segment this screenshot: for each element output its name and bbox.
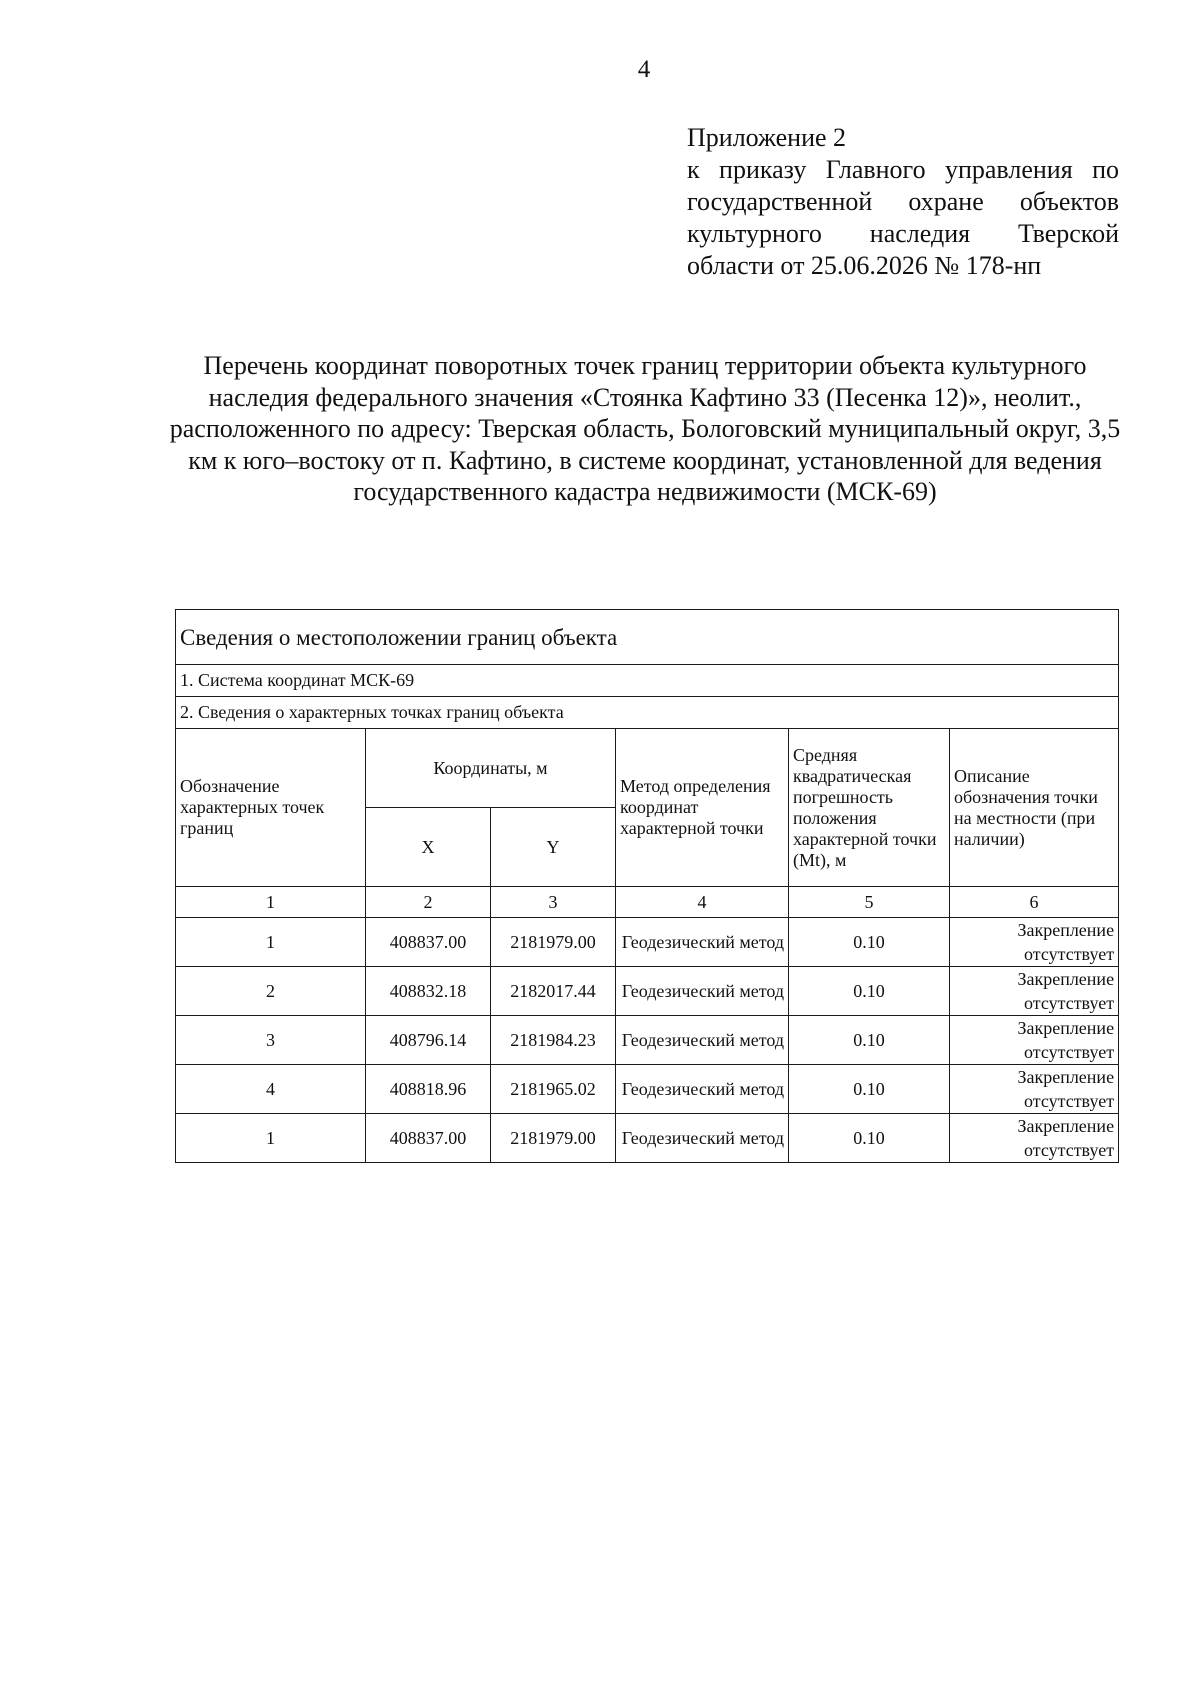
- appendix-title: Приложение 2: [687, 123, 847, 152]
- point-error: 0.10: [789, 967, 950, 1016]
- point-error: 0.10: [789, 1114, 950, 1163]
- appendix-block: [687, 122, 1119, 282]
- point-id: 2: [176, 967, 366, 1016]
- table-section-row: [176, 610, 1119, 665]
- point-id: 3: [176, 1016, 366, 1065]
- table-row: [176, 1065, 1119, 1114]
- point-y: 2182017.44: [491, 967, 616, 1016]
- table-coord-system-row: [176, 665, 1119, 697]
- table-header-row: [176, 729, 1119, 808]
- point-y: 2181984.23: [491, 1016, 616, 1065]
- header-point-id: Обозначение характерных точек границ: [176, 729, 366, 887]
- point-description: Закрепление отсутствует: [950, 918, 1119, 967]
- table-row: [176, 1016, 1119, 1065]
- table-row: [176, 918, 1119, 967]
- header-y: Y: [491, 808, 616, 887]
- point-id: 1: [176, 918, 366, 967]
- points-title: 2. Сведения о характерных точках границ объекта: [176, 697, 1119, 729]
- document-title: Перечень координат поворотных точек границ территории объекта культурного наследия федерального значения «Стоянка Кафтино 33 (Песенка 12)», неолит., расположенного по адресу: Тверская область, Бологовский муниципальный округ, 3,5 км к юго–востоку от п. Кафтино, в системе координат, установленной для ведения государственного кадастра недвижимости (МСК-69): [169, 351, 1121, 506]
- header-method: Метод определения координат характерной точки: [616, 729, 789, 887]
- point-y: 2181979.00: [491, 1114, 616, 1163]
- point-description: Закрепление отсутствует: [950, 1016, 1119, 1065]
- point-x: 408796.14: [366, 1016, 491, 1065]
- point-error: 0.10: [789, 918, 950, 967]
- coord-system: 1. Система координат МСК-69: [176, 665, 1119, 697]
- table-row: [176, 1114, 1119, 1163]
- header-x: X: [366, 808, 491, 887]
- coordinates-table: [175, 609, 1119, 1163]
- point-error: 0.10: [789, 1016, 950, 1065]
- section-title: Сведения о местоположении границ объекта: [176, 610, 1119, 665]
- point-method: Геодезический метод: [616, 967, 789, 1016]
- table-points-title-row: [176, 697, 1119, 729]
- point-description: Закрепление отсутствует: [950, 1114, 1119, 1163]
- column-number: 5: [789, 887, 950, 918]
- column-number: 6: [950, 887, 1119, 918]
- point-x: 408837.00: [366, 1114, 491, 1163]
- point-x: 408837.00: [366, 918, 491, 967]
- point-y: 2181965.02: [491, 1065, 616, 1114]
- header-coordinates: Координаты, м: [366, 729, 616, 808]
- point-method: Геодезический метод: [616, 1114, 789, 1163]
- point-id: 4: [176, 1065, 366, 1114]
- column-number: 2: [366, 887, 491, 918]
- column-number: 4: [616, 887, 789, 918]
- point-error: 0.10: [789, 1065, 950, 1114]
- appendix-body: к приказу Главного управления по государственной охране объектов культурного наследия Тверской области от 25.06.2026 № 178-нп: [687, 155, 1119, 280]
- column-number: 1: [176, 887, 366, 918]
- point-method: Геодезический метод: [616, 918, 789, 967]
- point-description: Закрепление отсутствует: [950, 967, 1119, 1016]
- point-method: Геодезический метод: [616, 1065, 789, 1114]
- header-error: Средняя квадратическая погрешность положения характерной точки (Mt), м: [789, 729, 950, 887]
- header-description: Описание обозначения точки на местности (при наличии): [950, 729, 1119, 887]
- point-x: 408818.96: [366, 1065, 491, 1114]
- point-y: 2181979.00: [491, 918, 616, 967]
- point-method: Геодезический метод: [616, 1016, 789, 1065]
- column-numbers-row: [176, 887, 1119, 918]
- point-description: Закрепление отсутствует: [950, 1065, 1119, 1114]
- point-x: 408832.18: [366, 967, 491, 1016]
- page-number: 4: [637, 56, 651, 83]
- point-id: 1: [176, 1114, 366, 1163]
- column-number: 3: [491, 887, 616, 918]
- table-row: [176, 967, 1119, 1016]
